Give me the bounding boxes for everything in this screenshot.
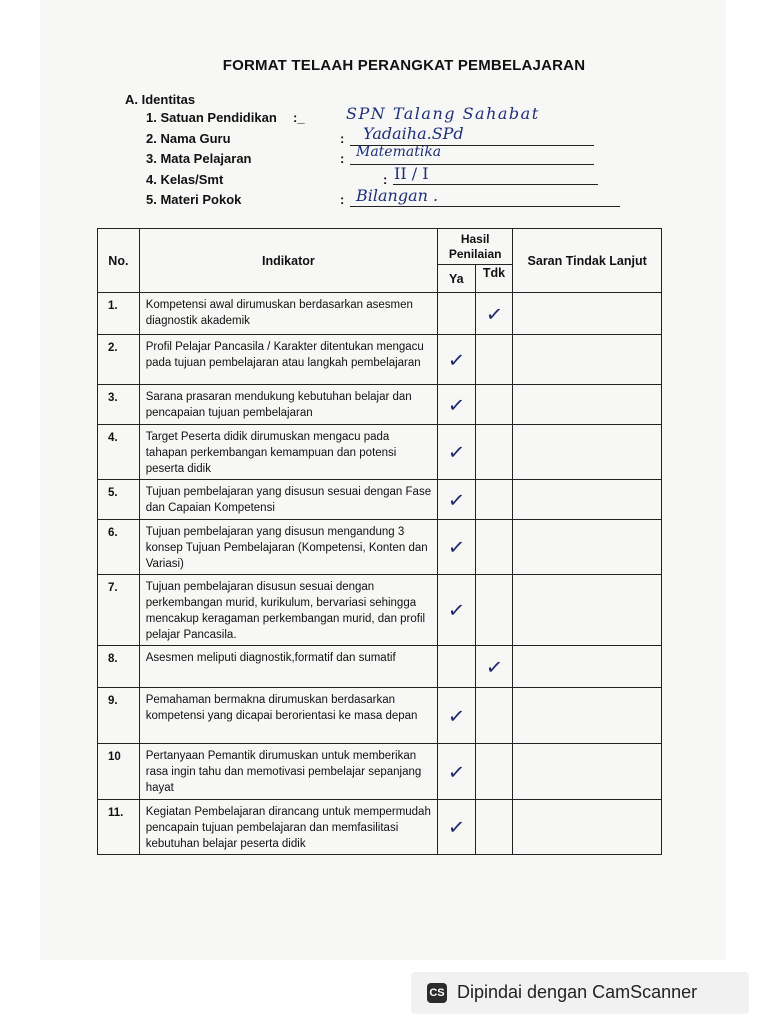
row-indicator-text: Tujuan pembelajaran yang disusun mengandung 3 konsep Tujuan Pembelajaran (Kompetensi, Konten dan Variasi) — [145, 526, 428, 570]
row-number — [98, 425, 140, 480]
row-number — [98, 293, 140, 335]
row-saran-cell — [513, 293, 662, 335]
row-saran-cell — [513, 744, 662, 800]
table-row — [98, 800, 662, 855]
row-indicator — [139, 800, 437, 855]
row-ya-cell-text: ✓ — [446, 758, 466, 785]
field-label-mata-pelajaran: 3. Mata Pelajaran — [146, 151, 252, 166]
row-indicator-text: Pemahaman bermakna dirumuskan berdasarkan kompetensi yang dicapai berorientasi ke masa depan — [145, 694, 418, 722]
camscanner-text: Dipindai dengan CamScanner — [457, 982, 698, 1002]
row-ya-cell-text: ✓ — [446, 439, 466, 465]
document-title: FORMAT TELAAH PERANGKAT PEMBELAJARAN — [222, 57, 586, 74]
row-indicator-text: Tujuan pembelajaran yang disusun sesuai dengan Fase dan Capaian Kompetensi — [145, 486, 432, 514]
field-label-kelas-smt: 4. Kelas/Smt — [146, 172, 224, 187]
row-saran-cell — [513, 646, 662, 688]
row-indicator-text: Tujuan pembelajaran disusun sesuai dengan perkembangan murid, kurikulum, bervariasi sehingga mencakup keragaman perkembangan murid, dan profil pelajar Pancasila. — [145, 581, 426, 641]
row-saran-cell — [513, 335, 662, 385]
field-colon: :_ — [293, 110, 305, 125]
field-value-nama-guru: Yadaiha.SPd — [363, 124, 464, 143]
row-ya-cell — [438, 520, 476, 575]
row-indicator — [139, 688, 437, 744]
table-row — [98, 744, 662, 800]
row-indicator-text: Kompetensi awal dirumuskan berdasarkan asesmen diagnostik akademik — [145, 299, 413, 327]
row-number — [98, 575, 140, 646]
row-number-text: 10 — [108, 751, 121, 763]
field-colon: : — [340, 131, 345, 146]
field-colon: : — [340, 192, 345, 207]
row-tdk-cell — [475, 520, 513, 575]
row-ya-cell — [438, 744, 476, 800]
row-number — [98, 385, 140, 425]
row-number — [98, 800, 140, 855]
row-ya-cell — [438, 425, 476, 480]
row-number-text: 3. — [108, 392, 118, 404]
row-number-text: 2. — [108, 342, 118, 354]
field-label-materi-pokok: 5. Materi Pokok — [146, 192, 242, 207]
header-ya: Ya — [438, 265, 476, 293]
row-ya-cell-text: ✓ — [446, 814, 466, 840]
table-row — [98, 385, 662, 425]
row-ya-cell-text: ✓ — [446, 534, 466, 560]
camscanner-logo-icon: CS — [427, 983, 447, 1003]
row-ya-cell-text: ✓ — [446, 702, 466, 729]
row-ya-cell — [438, 293, 476, 335]
field-value-mata-pelajaran: Matematika — [356, 144, 442, 160]
row-number — [98, 335, 140, 385]
row-number-text: 5. — [108, 487, 118, 499]
row-tdk-cell — [475, 293, 513, 335]
row-number — [98, 520, 140, 575]
row-tdk-cell-text: ✓ — [484, 653, 504, 680]
row-tdk-cell-text: ✓ — [484, 300, 504, 327]
field-label-satuan-pendidikan: 1. Satuan Pendidikan — [146, 110, 277, 125]
header-no: No. — [98, 229, 140, 293]
row-saran-cell — [513, 800, 662, 855]
row-indicator-text: Target Peserta didik dirumuskan mengacu pada tahapan perkembangan kemampuan dan potensi peserta didik — [145, 431, 397, 475]
row-indicator-text: Sarana prasaran mendukung kebutuhan belajar dan pencapaian tujuan pembelajaran — [145, 391, 412, 419]
row-ya-cell-text: ✓ — [446, 346, 466, 373]
row-indicator — [139, 744, 437, 800]
row-ya-cell-text: ✓ — [446, 486, 466, 513]
row-ya-cell-text: ✓ — [446, 597, 466, 623]
row-tdk-cell — [475, 575, 513, 646]
row-indicator — [139, 335, 437, 385]
table-row — [98, 520, 662, 575]
row-saran-cell — [513, 575, 662, 646]
field-colon: : — [340, 151, 345, 166]
row-tdk-cell — [475, 744, 513, 800]
row-indicator — [139, 425, 437, 480]
row-number-text: 6. — [108, 527, 118, 539]
row-number-text: 7. — [108, 582, 118, 594]
row-ya-cell — [438, 335, 476, 385]
row-tdk-cell — [475, 425, 513, 480]
table-row — [98, 688, 662, 744]
row-tdk-cell — [475, 385, 513, 425]
header-hasil-penilaian: Hasil Penilaian — [438, 229, 513, 265]
field-value-kelas-smt: II / I — [394, 164, 429, 183]
row-tdk-cell — [475, 688, 513, 744]
header-tdk: Tdk — [475, 265, 513, 293]
row-number — [98, 744, 140, 800]
row-indicator-text: Pertanyaan Pemantik dirumuskan untuk memberikan rasa ingin tahu dan memotivasi pembelajar sepanjang hayat — [145, 750, 422, 794]
row-ya-cell-text: ✓ — [446, 391, 466, 418]
row-saran-cell — [513, 385, 662, 425]
row-indicator-text: Profil Pelajar Pancasila / Karakter ditentukan mengacu pada tujuan pembelajaran atau langkah pembelajaran — [145, 341, 424, 369]
row-number — [98, 480, 140, 520]
row-saran-cell — [513, 480, 662, 520]
table-row — [98, 293, 662, 335]
assessment-table — [97, 228, 662, 855]
row-tdk-cell — [475, 800, 513, 855]
row-ya-cell — [438, 646, 476, 688]
row-indicator — [139, 575, 437, 646]
field-colon: : — [383, 172, 388, 187]
table-row — [98, 480, 662, 520]
underline — [393, 184, 598, 185]
row-ya-cell — [438, 385, 476, 425]
row-ya-cell — [438, 800, 476, 855]
row-tdk-cell — [475, 480, 513, 520]
field-value-satuan-pendidikan: SPN Talang Sahabat — [346, 104, 540, 123]
row-ya-cell — [438, 688, 476, 744]
field-value-materi-pokok: Bilangan . — [356, 186, 439, 205]
row-indicator — [139, 293, 437, 335]
row-indicator — [139, 646, 437, 688]
row-tdk-cell — [475, 335, 513, 385]
row-tdk-cell — [475, 646, 513, 688]
row-ya-cell — [438, 575, 476, 646]
field-label-nama-guru: 2. Nama Guru — [146, 131, 231, 146]
row-indicator — [139, 480, 437, 520]
table-row — [98, 646, 662, 688]
row-indicator-text: Kegiatan Pembelajaran dirancang untuk mempermudah pencapain tujuan pembelajaran dan memfasilitasi kebutuhan belajar peserta didik — [145, 806, 431, 850]
table-row — [98, 575, 662, 646]
row-number-text: 1. — [108, 300, 118, 312]
row-number-text: 11. — [108, 807, 124, 819]
header-saran: Saran Tindak Lanjut — [513, 229, 662, 293]
row-number — [98, 646, 140, 688]
camscanner-watermark — [411, 972, 749, 1014]
row-number-text: 9. — [108, 695, 118, 707]
table-row — [98, 425, 662, 480]
identitas-heading: A. Identitas — [125, 92, 196, 107]
row-ya-cell — [438, 480, 476, 520]
row-number-text: 4. — [108, 432, 118, 444]
table-row — [98, 335, 662, 385]
row-number — [98, 688, 140, 744]
row-indicator — [139, 520, 437, 575]
underline — [350, 206, 620, 207]
row-saran-cell — [513, 520, 662, 575]
row-indicator — [139, 385, 437, 425]
row-saran-cell — [513, 425, 662, 480]
row-number-text: 8. — [108, 653, 118, 665]
row-saran-cell — [513, 688, 662, 744]
header-indikator: Indikator — [139, 229, 437, 293]
row-indicator-text: Asesmen meliputi diagnostik,formatif dan sumatif — [145, 652, 396, 664]
underline — [350, 164, 594, 165]
